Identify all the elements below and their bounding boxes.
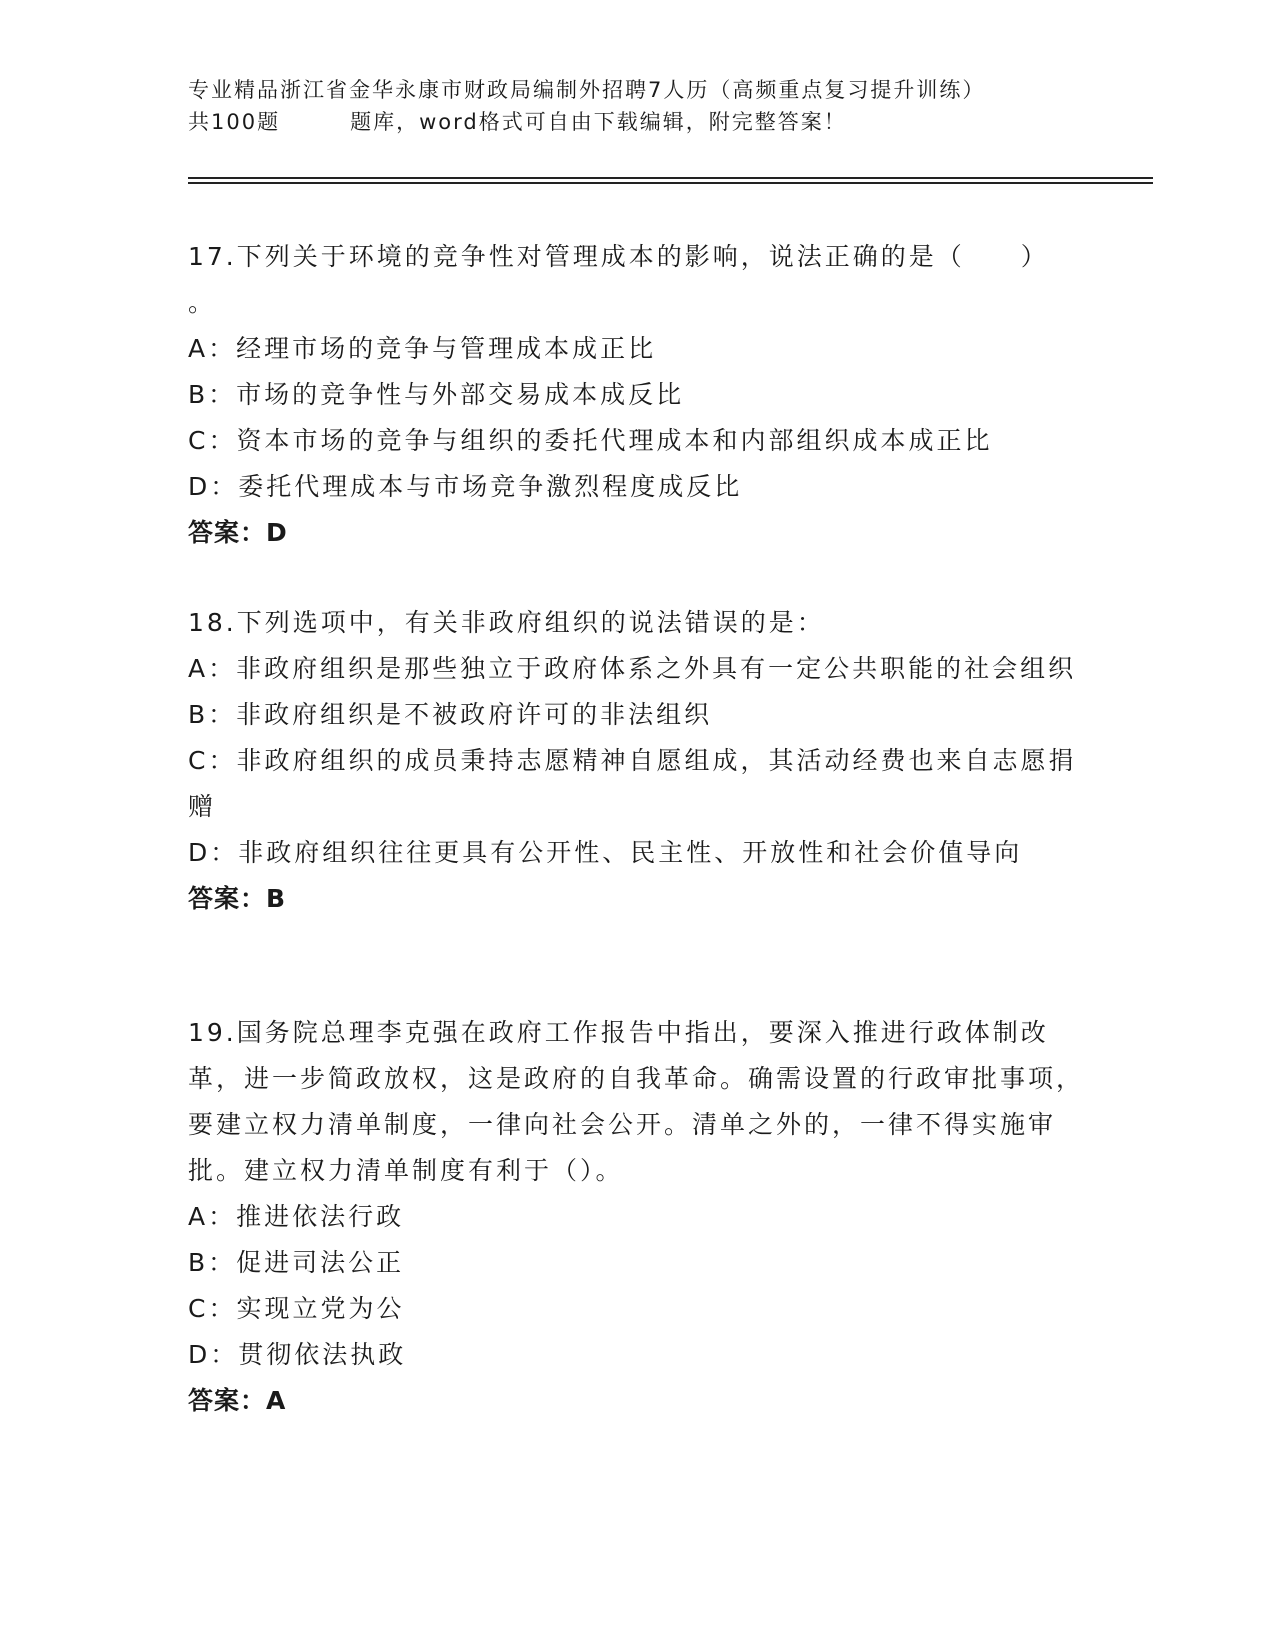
option-a: A：经理市场的竞争与管理成本成正比 [188,334,657,363]
question-stem: 18.下列选项中，有关非政府组织的说法错误的是： [188,608,825,637]
header-format-note: 题库，word格式可自由下载编辑，附完整答案！ [350,110,847,134]
question-18 [188,600,1088,922]
option-b: B：促进司法公正 [188,1248,405,1277]
option-a: A：推进依法行政 [188,1202,405,1231]
option-c: C：非政府组织的成员秉持志愿精神自愿组成，其活动经费也来自志愿捐赠 [188,746,1077,821]
answer: 答案：B [188,884,287,913]
document-header [188,74,1088,138]
option-c: C：资本市场的竞争与组织的委托代理成本和内部组织成本成正比 [188,426,993,455]
answer: 答案：A [188,1386,287,1415]
option-b: B：市场的竞争性与外部交易成本成反比 [188,380,685,409]
header-subtitle-line [188,106,1088,138]
option-d: D：贯彻依法执政 [188,1340,407,1369]
header-title-line: 专业精品浙江省金华永康市财政局编制外招聘7人历（高频重点复习提升训练） [188,78,986,102]
option-d: D：委托代理成本与市场竞争激烈程度成反比 [188,472,743,501]
answer: 答案：D [188,518,288,547]
header-divider-bottom [188,182,1153,184]
option-b: B：非政府组织是不被政府许可的非法组织 [188,700,713,729]
option-d: D：非政府组织往往更具有公开性、民主性、开放性和社会价值导向 [188,838,1023,867]
question-17 [188,234,1088,556]
question-stem: 17.下列关于环境的竞争性对管理成本的影响，说法正确的是（ ） [188,242,1049,271]
question-stem: 19.国务院总理李克强在政府工作报告中指出，要深入推进行政体制改革，进一步简政放权，这是政府的自我革命。确需设置的行政审批事项，要建立权力清单制度，一律向社会公开。清单之外的，一律不得实施审批。建立权力清单制度有利于（）。 [188,1018,1085,1185]
option-a: A：非政府组织是那些独立于政府体系之外具有一定公共职能的社会组织 [188,654,1077,683]
option-c: C：实现立党为公 [188,1294,405,1323]
question-stem-tail: 。 [188,288,217,317]
header-question-count: 共100题 [188,110,281,134]
header-divider-top [188,177,1153,179]
question-19 [188,1010,1088,1424]
